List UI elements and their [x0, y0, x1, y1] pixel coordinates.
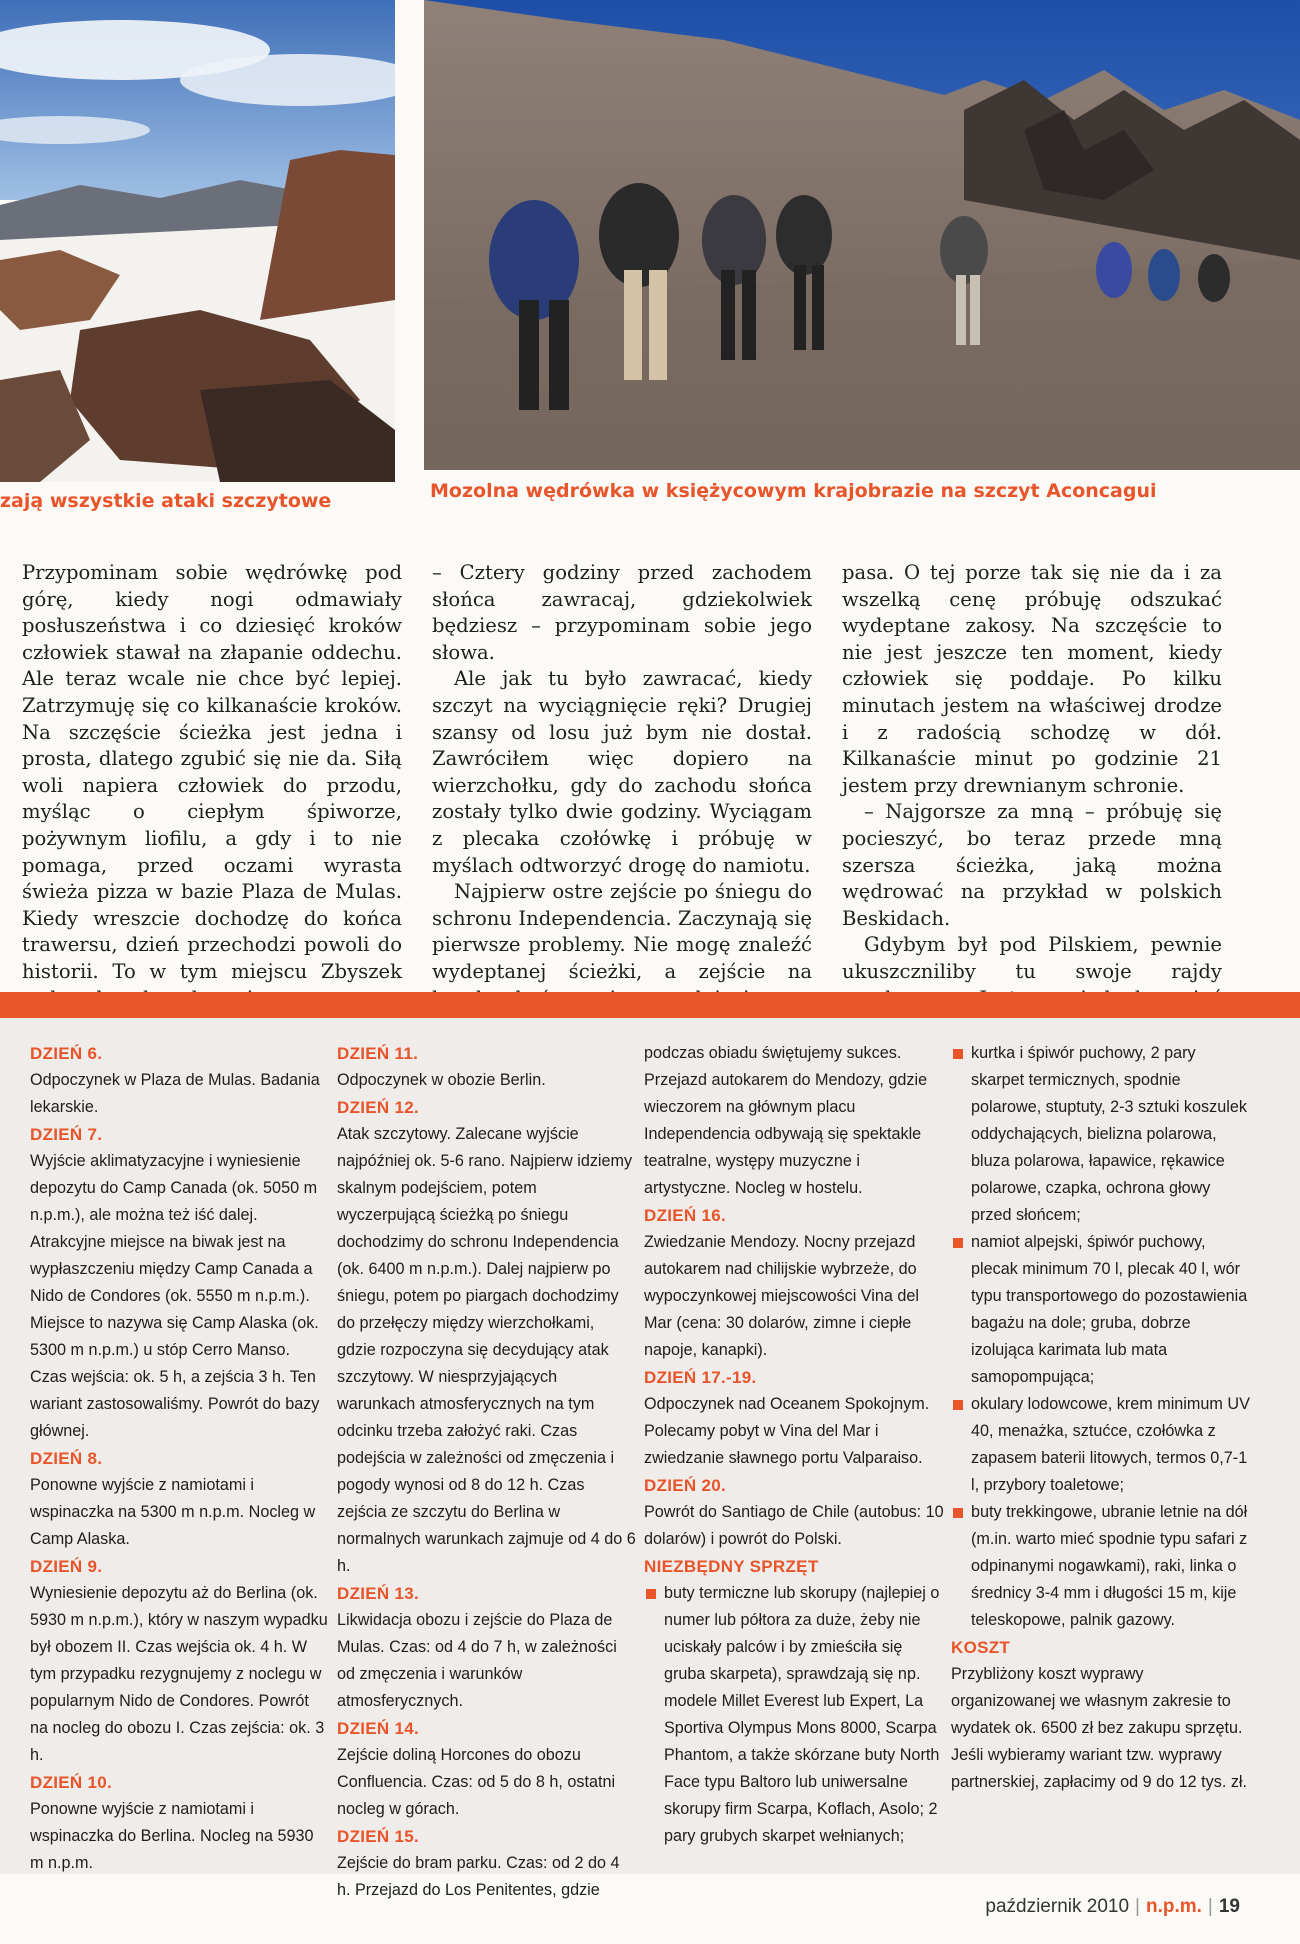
equipment-item: kurtka i śpiwór puchowy, 2 pary skarpet termicznych, spodnie polarowe, stuptuty, 2-3 sztuki koszulek oddychających, bielizna polarowa, bluza polarowa, łapawice, rękawice polarowe, czapka, ochrona głowy przed słońcem; [951, 1040, 1251, 1229]
day-head: DZIEŃ 8. [30, 1449, 103, 1468]
article-column-1 [22, 560, 402, 1012]
equipment-item: buty termiczne lub skorupy (najlepiej o numer lub półtora za duże, żeby nie uciskały palców i by zmieściła się gruba skarpeta), sprawdzają się np. modele Millet Everest lub Expert, La Sportiva Olympus Mons 8000, Scarpa Phantom, a także skórzane buty North Face typu Baltoro lub uniwersalne skorupy firm Scarpa, Koflach, Asolo; 2 pary grubych skarpet wełnianych; [644, 1580, 944, 1850]
cost-head: KOSZT [951, 1638, 1011, 1657]
day-text: Zwiedzanie Mendozy. Nocny przejazd autokarem nad chilijskie wybrzeże, do wypoczynkowej miejscowości Vina del Mar (cena: 30 dolarów, zimne i ciepłe napoje, kanapki). [644, 1233, 920, 1359]
footer-separator: | [1135, 1896, 1140, 1917]
article-column-2 [432, 560, 812, 1039]
mountain-snow-photo [0, 0, 395, 482]
day-head: DZIEŃ 9. [30, 1557, 103, 1576]
itinerary-column-4 [951, 1040, 1251, 1796]
day-text: Ponowne wyjście z namiotami i wspinaczka do Berlina. Nocleg na 5930 m n.p.m. [30, 1800, 314, 1872]
page-number: 19 [1218, 1896, 1240, 1917]
photo-caption-right: Mozolna wędrówka w księżycowym krajobrazie na szczyt Aconcagui [430, 480, 1157, 502]
article-paragraph: Przypominam sobie wędrówkę pod górę, kiedy nogi odmawiały posłuszeństwa i co dziesięć kroków człowiek stawał na złapanie oddechu. Ale teraz wcale nie chce być lepiej. Zatrzymuję się co kilkanaście kroków. Na szczęście ścieżka jest jedna i prosta, dlatego zgubić się nie da. Siłą woli napiera człowiek do przodu, myśląc o ciepłym śpiworze, pożywnym liofilu, a gdy i to nie pomaga, przed oczami wyrasta świeża pizza w bazie Plaza de Mulas. Kiedy wreszcie dochodzę do końca trawersu, dzień przechodzi powoli do historii. To w tym miejscu Zbyszek [22, 561, 402, 983]
magazine-brand: n.p.m. [1145, 1896, 1202, 1917]
day-text: Odpoczynek w obozie Berlin. [337, 1071, 546, 1089]
day-text: Odpoczynek nad Oceanem Spokojnym. Polecamy pobyt w Vina del Mar i zwiedzanie sławnego portu Valparaiso. [644, 1395, 930, 1467]
day-text: Likwidacja obozu i zejście do Plaza de Mulas. Czas: od 4 do 7 h, w zależności od zmęczenia i warunków atmosferycznych. [337, 1611, 617, 1710]
equipment-head: NIEZBĘDNY SPRZĘT [644, 1557, 819, 1576]
day-head: DZIEŃ 11. [337, 1044, 419, 1063]
article-paragraph: Ale jak tu było zawracać, kiedy szczyt na wyciągnięcie ręki? Drugiej szansy od losu już bym nie dostał. Zawróciłem więc dopiero na wierzchołku, gdy do zachodu słońca zostały tylko dwie godziny. Wyciągam z plecaka czołówkę i próbuję w myślach odtworzyć drogę do namiotu. [432, 667, 812, 877]
section-divider [0, 992, 1300, 1018]
itinerary-column-1 [30, 1040, 330, 1877]
day-head: DZIEŃ 17.-19. [644, 1368, 757, 1387]
day-text: podczas obiadu świętujemy sukces. Przejazd autokarem do Mendozy, gdzie wieczorem na głównym placu Independencia odbywają się spektakle teatralne, występy muzyczne i artystyczne. Nocleg w hostelu. [644, 1044, 928, 1197]
day-head: DZIEŃ 10. [30, 1773, 113, 1792]
itinerary-column-2 [337, 1040, 637, 1904]
article-column-3 [842, 560, 1222, 1039]
cost-text: Przybliżony koszt wyprawy organizowanej we własnym zakresie to wydatek ok. 6500 zł bez zakupu sprzętu. Jeśli wybieramy wariant tzw. wyprawy partnerskiej, zapłacimy od 9 do 12 tys. zł. [951, 1665, 1248, 1791]
day-text: Powrót do Santiago de Chile (autobus: 10 dolarów) i powrót do Polski. [644, 1503, 944, 1548]
footer-separator: | [1207, 1896, 1213, 1917]
article-paragraph: – Najgorsze za mną – próbuję się pocieszyć, bo teraz przede mną szersza ścieżka, jaką można wędrować na przykład w polskich Beskidach. [842, 800, 1222, 930]
itinerary-column-3 [644, 1040, 944, 1850]
photo-caption-left: zają wszystkie ataki szczytowe [0, 490, 332, 512]
day-text: Wyjście aklimatyzacyjne i wyniesienie depozytu do Camp Canada (ok. 5050 m n.p.m.), ale można też iść dalej. Atrakcyjne miejsce na biwak jest na wypłaszczeniu między Camp Canada a Nido de Condores (ok. 5550 m n.p.m.). Miejsce to nazywa się Camp Alaska (ok. 5300 m n.p.m.) u stóp Cerro Manso. Czas wejścia: ok. 5 h, a zejścia 3 h. Ten wariant zastosowaliśmy. Powrót do bazy głównej. [30, 1152, 320, 1440]
day-head: DZIEŃ 6. [30, 1044, 103, 1063]
day-text: Odpoczynek w Plaza de Mulas. Badania lekarskie. [30, 1071, 320, 1116]
day-text: Wyniesienie depozytu aż do Berlina (ok. 5930 m n.p.m.), który w naszym wypadku był obozem II. Czas wejścia ok. 4 h. W tym przypadku rezygnujemy z noclegu w popularnym Nido de Condores. Powrót na nocleg do obozu I. Czas zejścia: ok. 3 h. [30, 1584, 328, 1764]
hikers-photo [424, 0, 1300, 470]
day-head: DZIEŃ 13. [337, 1584, 420, 1603]
equipment-item: namiot alpejski, śpiwór puchowy, plecak minimum 70 l, plecak 40 l, wór typu transportowego do pozostawienia bagażu na dole; gruba, dobrze izolująca karimata lub mata samopompująca; [951, 1229, 1251, 1391]
article-paragraph: pasa. O tej porze tak się nie da i za wszelką cenę próbuję odszukać wydeptane zakosy. Na szczęście to nie jest jeszcze ten moment, kiedy człowiek się poddaje. Po kilku minutach jestem na właściwej drodze i z radością schodzę w dół. Kilkanaście minut po godzinie 21 jestem przy drewnianym schronie. [842, 561, 1222, 797]
day-text: Atak szczytowy. Zalecane wyjście najpóźniej ok. 5-6 rano. Najpierw idziemy skalnym podejściem, potem wyczerpującą ścieżką po śniegu dochodzimy do schronu Independencia (ok. 6400 m n.p.m.). Dalej najpierw po śniegu, potem po piargach dochodzimy do przełęczy między wierzchołkami, gdzie rozpoczyna się decydujący atak szczytowy. W niesprzyjających warunkach atmosferycznych na tym odcinku trzeba założyć raki. Czas podejścia w zależności od zmęczenia i pogody wynosi od 8 do 12 h. Czas zejścia ze szczytu do Berlina w normalnych warunkach zajmuje od 4 do 6 h. [337, 1125, 636, 1575]
day-text: Ponowne wyjście z namiotami i wspinaczka na 5300 m n.p.m. Nocleg w Camp Alaska. [30, 1476, 316, 1548]
day-head: DZIEŃ 14. [337, 1719, 420, 1738]
equipment-item: buty trekkingowe, ubranie letnie na dół (m.in. warto mieć spodnie typu safari z odpinanymi nogawkami), raki, linka o średnicy 3-4 mm i długości 15 m, kije teleskopowe, palnik gazowy. [951, 1499, 1251, 1634]
day-head: DZIEŃ 12. [337, 1098, 420, 1117]
day-head: DZIEŃ 7. [30, 1125, 103, 1144]
day-text: Zejście doliną Horcones do obozu Confluencia. Czas: od 5 do 8 h, ostatni nocleg w górach. [337, 1746, 616, 1818]
day-head: DZIEŃ 20. [644, 1476, 727, 1495]
day-head: DZIEŃ 16. [644, 1206, 727, 1225]
issue-date: październik 2010 [985, 1896, 1130, 1917]
article-paragraph: Najpierw ostre zejście po śniegu do schronu Independencia. Zaczynają się pierwsze problemy. Nie mogę znaleźć wydeptanej ścieżki, a zejście na [432, 880, 812, 983]
article-paragraph: – Cztery godziny przed zachodem słońca zawracaj, gdziekolwiek będziesz – przypominam sobie jego słowa. [432, 561, 812, 664]
page-footer [985, 1896, 1240, 1918]
article-text: Gdybym był pod Pilskiem, pewnie ukuszczniliby tu swoje rajdy [842, 933, 1222, 983]
equipment-item: okulary lodowcowe, krem minimum UV 40, menażka, sztućce, czołówka z zapasem baterii litowych, termos 0,7-1 l, przybory toaletowe; [951, 1391, 1251, 1499]
day-text: Zejście do bram parku. Czas: od 2 do 4 h. Przejazd do Los Penitentes, gdzie [337, 1854, 620, 1899]
day-head: DZIEŃ 15. [337, 1827, 420, 1846]
